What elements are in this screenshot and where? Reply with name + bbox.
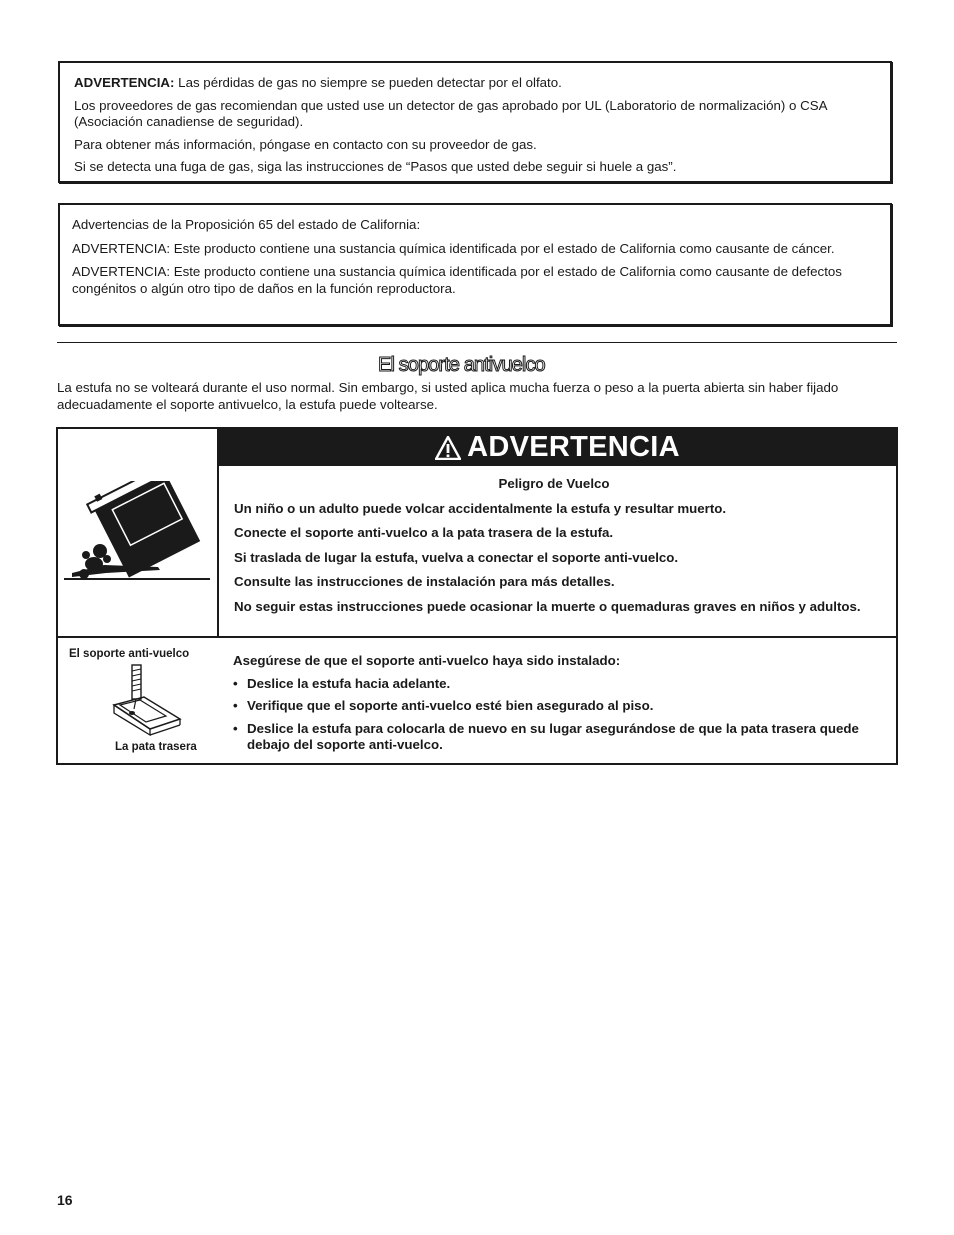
section-intro: La estufa no se volteará durante el uso normal. Sin embargo, si usted aplica mucha fuerza o peso a la puerta abierta sin haber fijado adecuadamente el soporte antivuelco, la estufa puede voltearse.: [57, 380, 839, 412]
anti-tip-bracket-icon: [110, 663, 184, 737]
warning-line: Si traslada de lugar la estufa, vuelva a conectar el soporte anti-vuelco.: [234, 549, 679, 565]
check-steps: [233, 676, 883, 754]
check-intro: Asegúrese de que el soporte anti-vuelco haya sido instalado:: [233, 653, 621, 668]
warning-line: Consulte las instrucciones de instalación para más detalles.: [234, 574, 615, 589]
gas-warning-label: ADVERTENCIA:: [74, 75, 175, 90]
bracket-caption: El soporte anti-vuelco: [69, 648, 190, 660]
gas-warning-line-1: ADVERTENCIA: Las pérdidas de gas no siempre se pueden detectar por el olfato.: [74, 75, 562, 90]
prop65-warning-box: [58, 203, 892, 326]
leg-caption: La pata trasera: [115, 741, 197, 753]
list-item: • Deslice la estufa para colocarla de nuevo en su lugar asegurándose de que la pata trasera quede debajo del soporte anti-vuelco.: [233, 720, 859, 752]
hazard-title: Peligro de Vuelco: [498, 476, 610, 491]
warning-header-text: ADVERTENCIA: [467, 431, 680, 463]
section-divider: [57, 342, 897, 343]
page-number: 16: [57, 1192, 73, 1208]
prop65-warning-1: ADVERTENCIA: Este producto contiene una sustancia química identificada por el estado de California como causante de cáncer.: [72, 240, 835, 256]
gas-warning-line-4: Si se detecta una fuga de gas, siga las instrucciones de “Pasos que usted debe seguir si huele a gas”.: [74, 159, 677, 174]
warning-body: [234, 476, 874, 615]
installation-check: [233, 653, 883, 760]
warning-line: Un niño o un adulto puede volcar accidentalmente la estufa y resultar muerto.: [234, 500, 727, 516]
prop65-warning-2: ADVERTENCIA: Este producto contiene una sustancia química identificada por el estado de California como causante de defectos congénitos o algún otro tipo de daños en la función reproductora.: [72, 264, 842, 296]
list-item: • Verifique que el soporte anti-vuelco esté bien asegurado al piso.: [233, 698, 654, 713]
anti-tip-warning-box: [56, 427, 898, 765]
gas-warning-line-3: Para obtener más información, póngase en contacto con su proveedor de gas.: [74, 136, 537, 152]
warning-header: [219, 429, 896, 466]
gas-leak-warning-box: [58, 61, 892, 183]
gas-warning-line-2: Los proveedores de gas recomiendan que usted use un detector de gas aprobado por UL (Laboratorio de normalización) o CSA (Asociación canadiense de seguridad).: [74, 97, 827, 129]
prop65-heading: Advertencias de la Proposición 65 del estado de California:: [72, 217, 421, 232]
section-title: El soporte antivuelco: [378, 354, 545, 376]
warning-line: Conecte el soporte anti-vuelco a la pata trasera de la estufa.: [234, 525, 614, 540]
tip-over-hazard-icon: [64, 481, 212, 581]
warning-triangle-icon: [435, 436, 461, 460]
list-item: • Deslice la estufa hacia adelante.: [233, 675, 451, 691]
warning-line: No seguir estas instrucciones puede ocasionar la muerte o quemaduras graves en niños y adultos.: [234, 598, 861, 614]
